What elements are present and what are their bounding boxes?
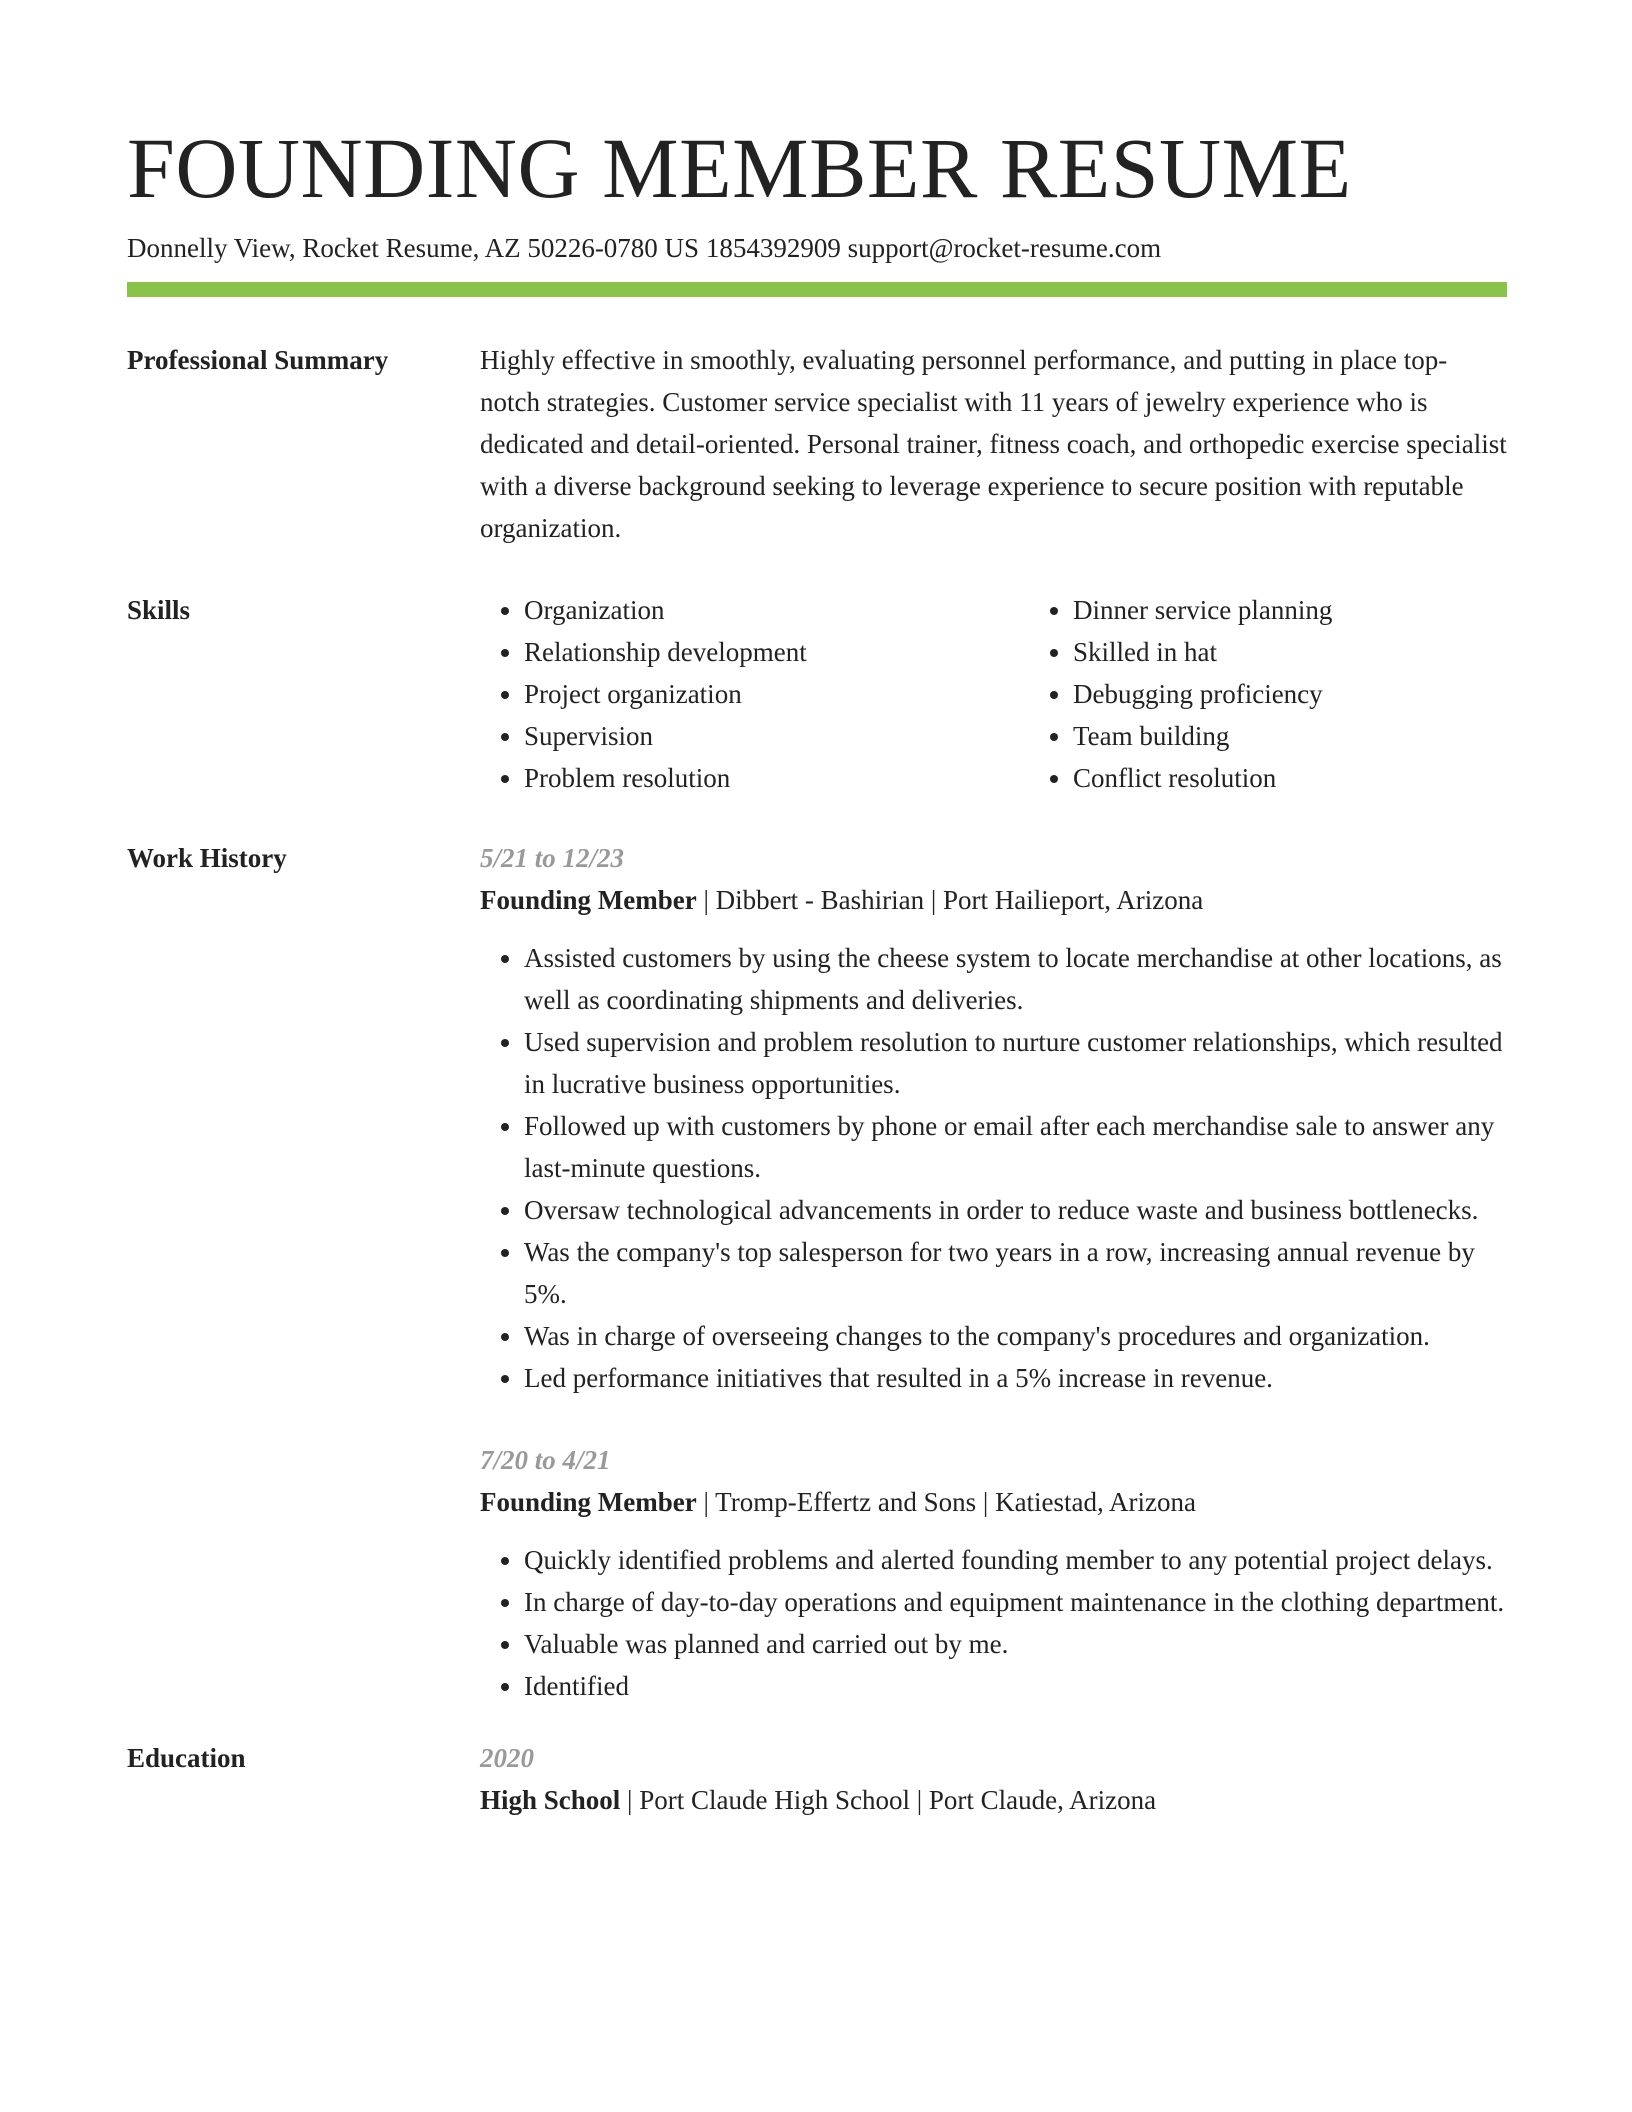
resume-title: FOUNDING MEMBER RESUME xyxy=(127,120,1352,216)
skills-list-right xyxy=(1029,589,1578,799)
job-title: Founding Member xyxy=(480,885,697,915)
job-dates: 7/20 to 4/21 xyxy=(480,1445,611,1475)
education-line xyxy=(480,1779,1507,1821)
job-title: Founding Member xyxy=(480,1487,697,1517)
education-details: | Port Claude High School | Port Claude, Arizona xyxy=(620,1785,1157,1815)
job-bullet: • Used supervision and problem resolution to nurture customer relationships, which resulted in lucrative business opportunities. xyxy=(524,1021,1507,1105)
work-history-section xyxy=(127,837,1507,1707)
skill-item: • Problem resolution xyxy=(524,757,1029,799)
job-bullet: • Was in charge of overseeing changes to the company's procedures and organization. xyxy=(524,1315,1507,1357)
skills-heading: Skills xyxy=(127,595,191,625)
skill-item: • Team building xyxy=(1073,715,1578,757)
skill-item: • Project organization xyxy=(524,673,1029,715)
resume-page xyxy=(127,118,1507,1821)
skill-item: • Conflict resolution xyxy=(1073,757,1578,799)
job-entry xyxy=(480,837,1507,1399)
education-heading: Education xyxy=(127,1743,246,1773)
job-details: | Tromp-Effertz and Sons | Katiestad, Arizona xyxy=(696,1487,1197,1517)
job-bullet: • In charge of day-to-day operations and equipment maintenance in the clothing department. xyxy=(524,1581,1507,1623)
job-dates: 5/21 to 12/23 xyxy=(480,843,625,873)
job-bullet: • Followed up with customers by phone or email after each merchandise sale to answer any last-minute questions. xyxy=(524,1105,1507,1189)
job-bullet: • Oversaw technological advancements in order to reduce waste and business bottlenecks. xyxy=(524,1189,1507,1231)
job-details: | Dibbert - Bashirian | Port Hailieport, Arizona xyxy=(696,885,1204,915)
skill-item: • Debugging proficiency xyxy=(1073,673,1578,715)
header-divider xyxy=(127,282,1507,297)
job-bullet: • Valuable was planned and carried out by me. xyxy=(524,1623,1507,1665)
job-bullets xyxy=(480,1539,1507,1707)
education-date: 2020 xyxy=(480,1743,534,1773)
skill-item: • Organization xyxy=(524,589,1029,631)
job-bullet: • Assisted customers by using the cheese system to locate merchandise at other locations, as well as coordinating shipments and deliveries. xyxy=(524,937,1507,1021)
job-bullet: • Identified xyxy=(524,1665,1507,1707)
job-bullet: • Led performance initiatives that resulted in a 5% increase in revenue. xyxy=(524,1357,1507,1399)
work-history-heading: Work History xyxy=(127,843,287,873)
education-degree: High School xyxy=(480,1785,621,1815)
summary-text: Highly effective in smoothly, evaluating personnel performance, and putting in place top-notch strategies. Customer service specialist with 11 years of jewelry experience who is dedicated and detail-oriented. Personal trainer, fitness coach, and orthopedic exercise specialist with a diverse background seeking to leverage experience to secure position with reputable organization. xyxy=(480,345,1507,543)
skill-item: • Supervision xyxy=(524,715,1029,757)
skill-item: • Relationship development xyxy=(524,631,1029,673)
summary-section xyxy=(127,339,1507,549)
job-role-line xyxy=(480,1481,1507,1523)
job-role-line xyxy=(480,879,1507,921)
skill-item: • Skilled in hat xyxy=(1073,631,1578,673)
job-bullets xyxy=(480,937,1507,1399)
job-bullet: • Quickly identified problems and alerted founding member to any potential project delays. xyxy=(524,1539,1507,1581)
skill-item: • Dinner service planning xyxy=(1073,589,1578,631)
education-section xyxy=(127,1737,1507,1821)
job-bullet: • Was the company's top salesperson for two years in a row, increasing annual revenue by 5%. xyxy=(524,1231,1507,1315)
job-entry xyxy=(480,1439,1507,1707)
summary-heading: Professional Summary xyxy=(127,345,389,375)
contact-info: Donnelly View, Rocket Resume, AZ 50226-0780 US 1854392909 support@rocket-resume.com xyxy=(127,233,1162,263)
skills-section xyxy=(127,589,1507,799)
skills-list-left xyxy=(480,589,1029,799)
